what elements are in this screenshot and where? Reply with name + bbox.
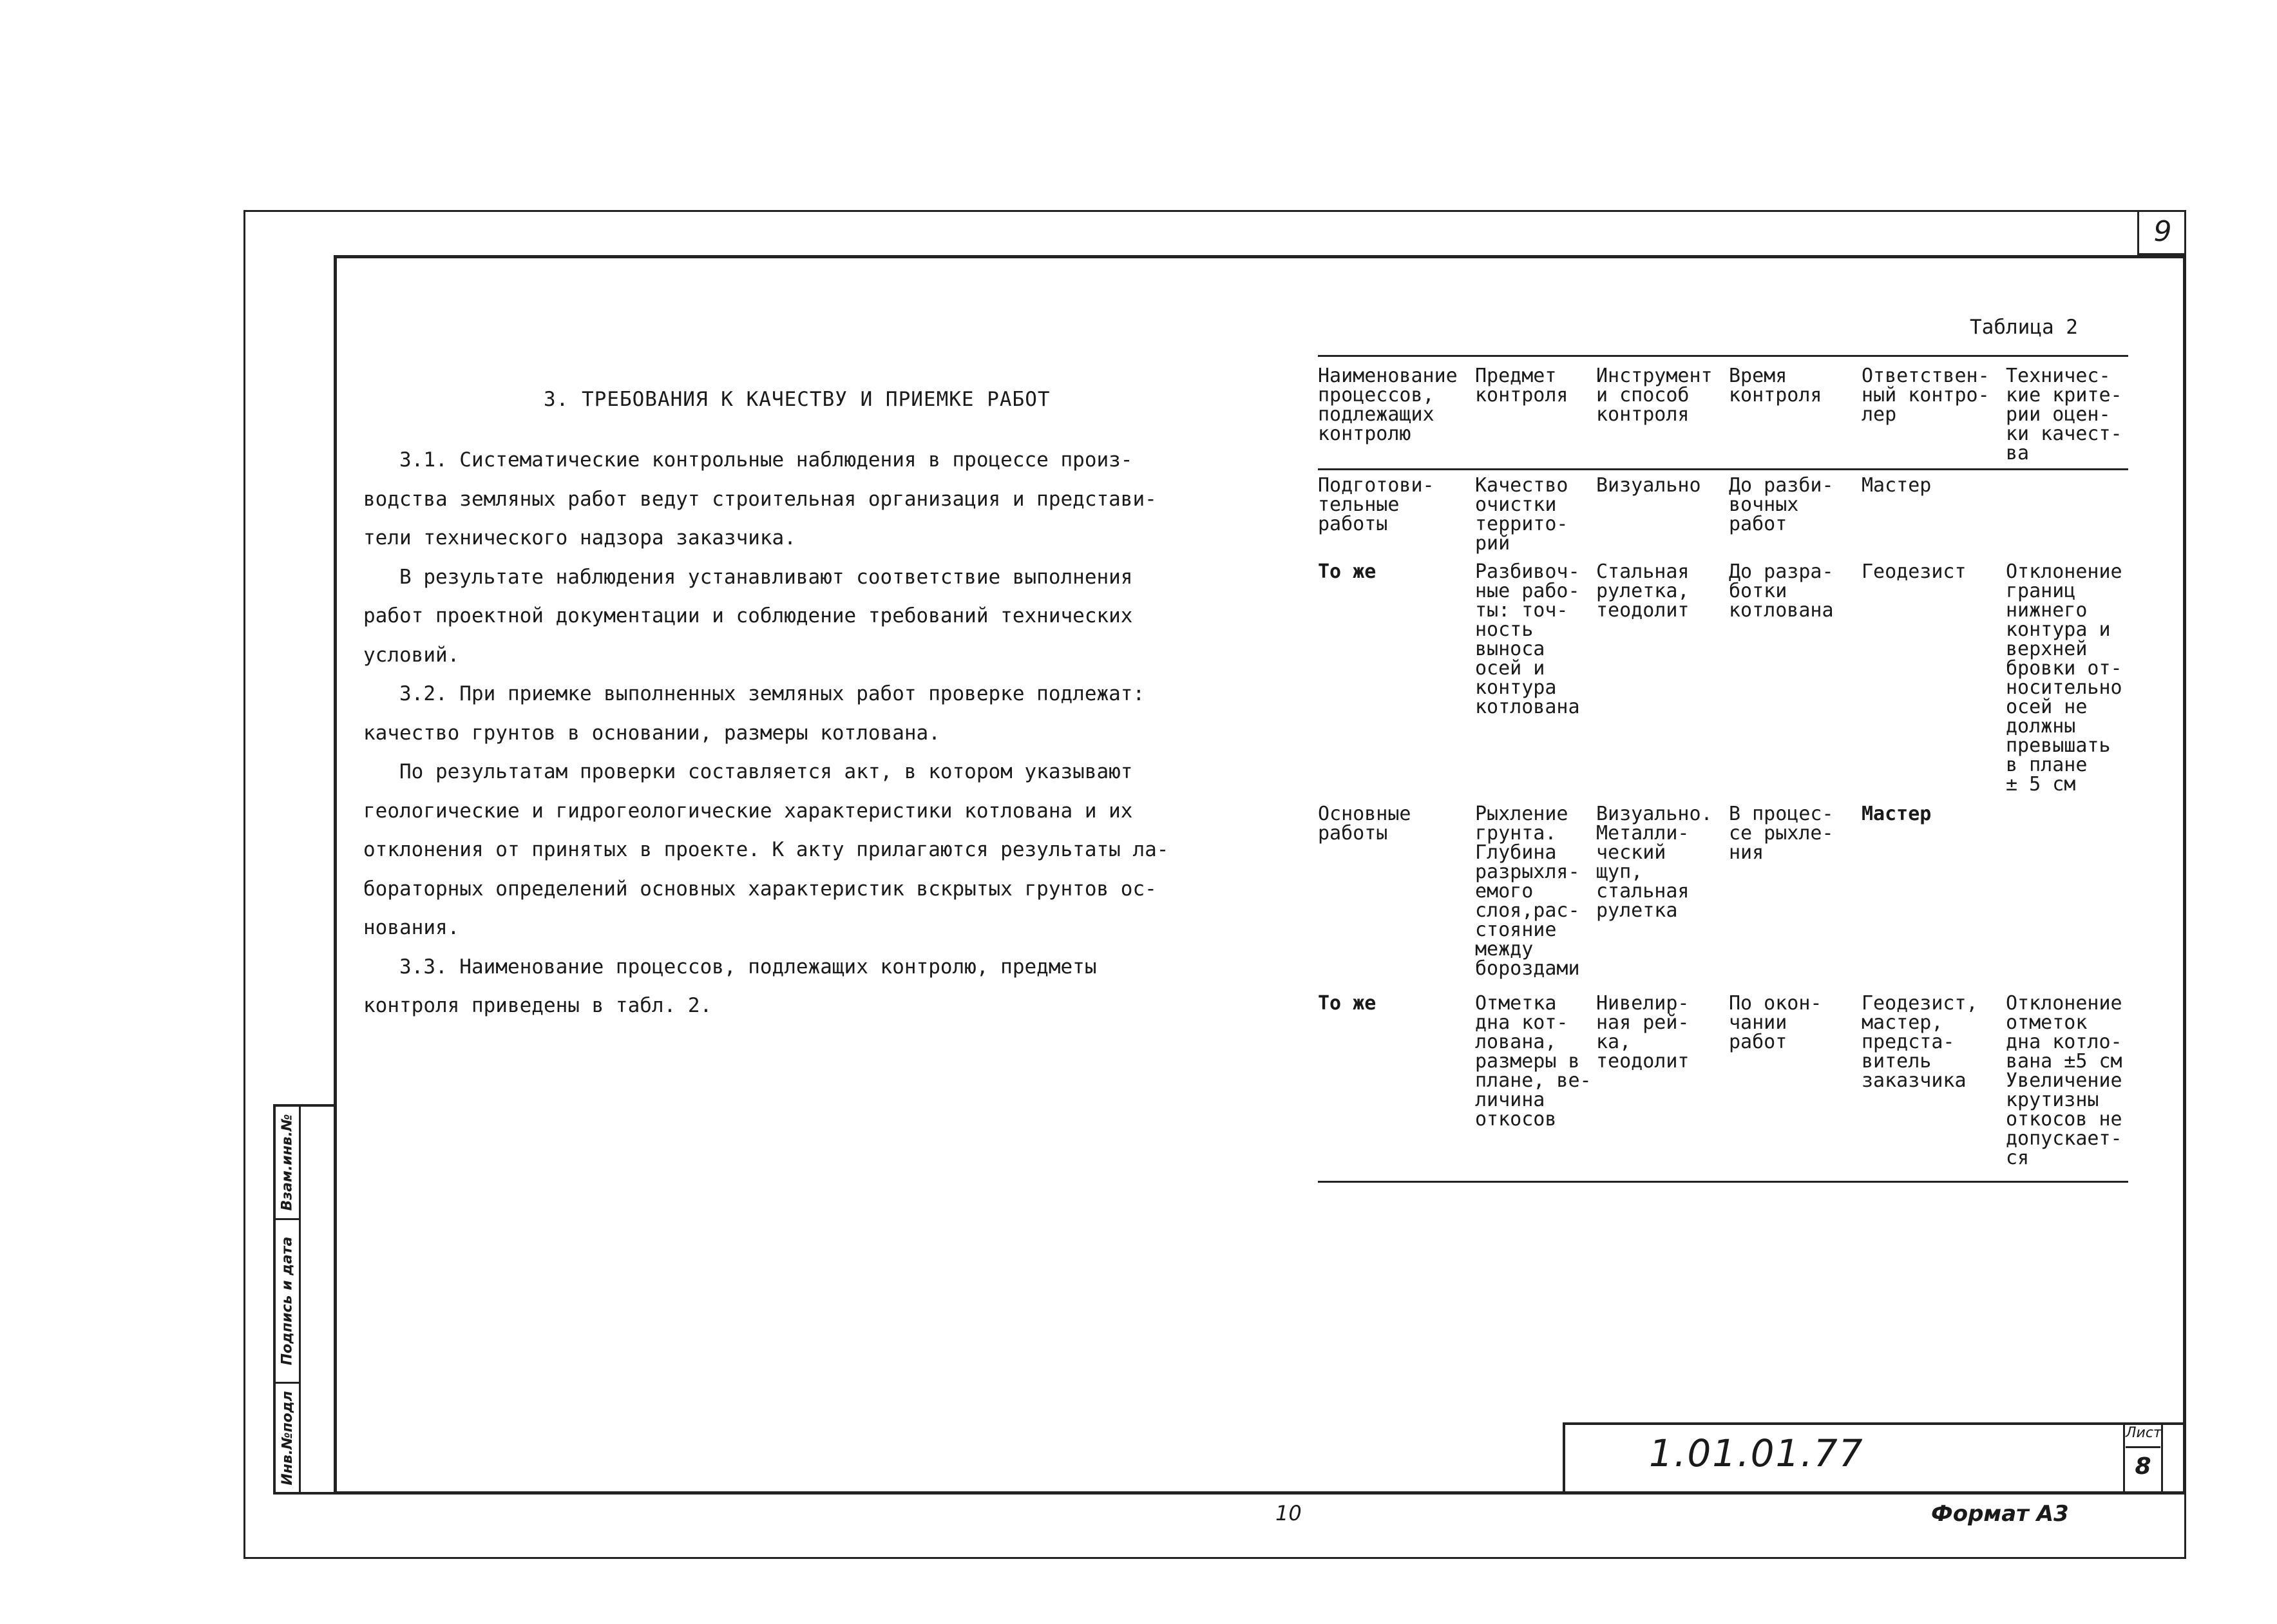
table-top-rule bbox=[1318, 355, 2128, 357]
paragraph-line: нования. bbox=[363, 916, 460, 939]
sheet-label: Лист bbox=[2126, 1425, 2160, 1448]
stamp-inv-number: Инв.№подл bbox=[279, 1390, 296, 1485]
paragraph-line: 3.3. Наименование процессов, подлежащих контролю, предметы bbox=[363, 955, 1097, 979]
table-cell: Нивелир- ная рей- ка, теодолит bbox=[1596, 992, 1690, 1073]
table-cell: Стальная рулетка, теодолит bbox=[1596, 560, 1690, 622]
paragraph-line: отклонения от принятых в проекте. К акту прилагаются результаты ла- bbox=[363, 838, 1169, 861]
section-heading: 3. ТРЕБОВАНИЯ К КАЧЕСТВУ И ПРИЕМКЕ РАБОТ bbox=[544, 388, 1051, 411]
header-tool: Инструмент и способ контроля bbox=[1596, 365, 1713, 426]
table-cell: Геодезист bbox=[1862, 560, 1967, 583]
table-cell: Мастер bbox=[1862, 474, 1932, 497]
table-cell: Основные работы bbox=[1318, 803, 1411, 845]
header-subject: Предмет контроля bbox=[1475, 365, 1568, 406]
table-caption: Таблица 2 bbox=[1970, 316, 2078, 339]
table-cell: Отметка дна кот- лована, размеры в плане, ве- личина откосов bbox=[1475, 992, 1592, 1131]
table-cell: Визуально bbox=[1596, 474, 1701, 497]
table-cell: В процес- се рыхле- ния bbox=[1729, 803, 1834, 864]
table-cell: Рыхление грунта. Глубина разрыхля- емого слоя,рас- стояние между бороздами bbox=[1475, 803, 1580, 980]
table-cell: По окон- чании работ bbox=[1729, 992, 1822, 1053]
stamp-replacement-inv: Взам.инв.№ bbox=[276, 1107, 299, 1220]
table-cell: Геодезист, мастер, предста- витель заказчика bbox=[1862, 992, 1978, 1092]
table-cell: Подготови- тельные работы bbox=[1318, 474, 1434, 535]
corner-page-number: 9 bbox=[2137, 210, 2186, 255]
table-cell: Качество очистки террито- рий bbox=[1475, 474, 1568, 555]
table-cell: Отклонение границ нижнего контура и верхней бровки от- носительно осей не должны превышать в плане ± 5 см bbox=[2006, 560, 2122, 796]
table-cell: Визуально. Металли- ческий щуп, стальная рулетка bbox=[1596, 803, 1713, 922]
paragraph-line: водства земляных работ ведут строительная организация и представи- bbox=[363, 487, 1157, 511]
table-bottom-rule bbox=[1318, 1181, 2128, 1183]
table-cell: До разби- вочных работ bbox=[1729, 474, 1834, 535]
bottom-page-number: 10 bbox=[1275, 1501, 1302, 1525]
section-body bbox=[363, 441, 1181, 1026]
header-controller: Ответствен- ный контро- лер bbox=[1862, 365, 1990, 426]
sheet-number: 8 bbox=[2135, 1453, 2151, 1480]
header-criteria: Техничес- кие крите- рии оцен- ки качест- ва bbox=[2006, 365, 2122, 464]
paragraph-line: По результатам проверки составляется акт, в котором указывают bbox=[363, 760, 1133, 783]
paragraph-line: 3.1. Систематические контрольные наблюдения в процессе произ- bbox=[363, 448, 1133, 472]
document-code: 1.01.01.77 bbox=[1649, 1431, 1864, 1475]
format-label: Формат А3 bbox=[1931, 1501, 2069, 1527]
stamp-signature-date: Подпись и дата bbox=[276, 1220, 299, 1384]
side-stamp bbox=[273, 1104, 334, 1495]
header-process: Наименование процессов, подлежащих контролю bbox=[1318, 365, 1458, 445]
paragraph-line: условий. bbox=[363, 643, 460, 667]
paragraph-line: работ проектной документации и соблюдение требований технических bbox=[363, 604, 1133, 627]
paragraph-line: В результате наблюдения устанавливают соответствие выполнения bbox=[363, 565, 1133, 589]
paragraph-line: контроля приведены в табл. 2. bbox=[363, 994, 712, 1017]
table-cell: Отклонение отметок дна котло- вана ±5 см Увеличение крутизны откосов не допускает- ся bbox=[2006, 992, 2122, 1169]
table-cell: До разра- ботки котлована bbox=[1729, 560, 1834, 622]
paragraph-line: тели технического надзора заказчика. bbox=[363, 526, 796, 549]
paragraph-line: качество грунтов в основании, размеры котлована. bbox=[363, 721, 940, 745]
table-cell: Разбивоч- ные рабо- ты: точ- ность выноса осей и контура котлована bbox=[1475, 560, 1580, 718]
paragraph-line: бораторных определений основных характеристик вскрытых грунтов ос- bbox=[363, 877, 1157, 901]
table-cell: То же bbox=[1318, 560, 1377, 583]
table-cell: То же bbox=[1318, 992, 1377, 1015]
paragraph-line: геологические и гидрогеологические характеристики котлована и их bbox=[363, 799, 1133, 823]
header-time: Время контроля bbox=[1729, 365, 1822, 406]
table-header-rule bbox=[1318, 468, 2128, 470]
side-stamp-column bbox=[276, 1107, 301, 1492]
table-cell: Мастер bbox=[1862, 803, 1932, 825]
paragraph-line: 3.2. При приемке выполненных земляных работ проверке подлежат: bbox=[363, 682, 1145, 705]
